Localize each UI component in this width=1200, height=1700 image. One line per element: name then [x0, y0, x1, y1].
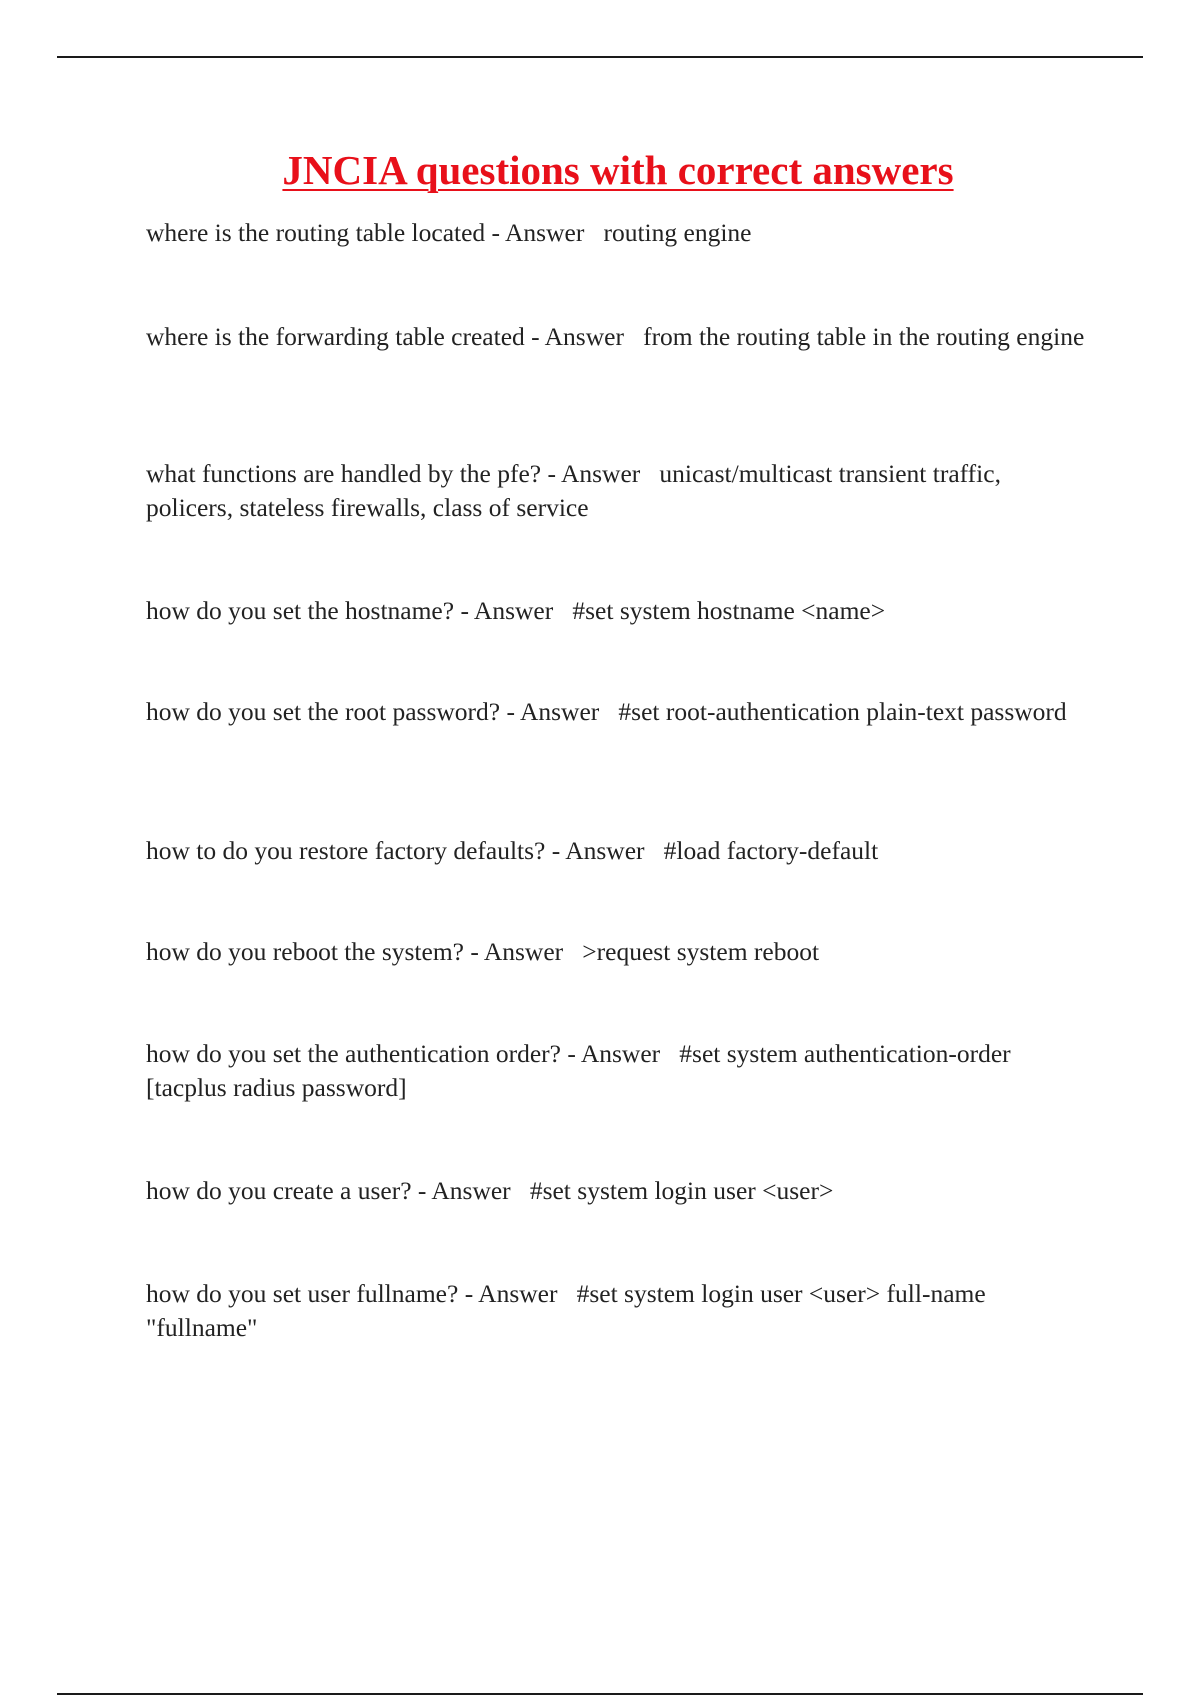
qa-item: [146, 834, 1086, 868]
answer-text: #set root-authentication plain-text password: [618, 697, 1067, 726]
qa-item: [146, 1277, 1086, 1345]
answer-text: unicast/multicast transient traffic, policers, stateless firewalls, class of service: [146, 459, 1001, 522]
gap: [660, 1039, 679, 1068]
answer-text: #set system login user <user> full-name "fullname": [146, 1279, 986, 1342]
answer-text: #load factory-default: [663, 836, 879, 865]
question-text: where is the routing table located: [146, 218, 486, 247]
answer-label: Answer: [478, 1279, 558, 1308]
question-text: how do you create a user?: [146, 1176, 412, 1205]
separator: -: [500, 697, 520, 726]
gap: [624, 322, 643, 351]
qa-item: [146, 695, 1086, 729]
answer-label: Answer: [505, 218, 585, 247]
separator: -: [458, 1279, 479, 1308]
document-title: JNCIA questions with correct answers: [282, 147, 954, 193]
gap: [557, 1279, 576, 1308]
bottom-rule: [57, 1693, 1143, 1695]
gap: [511, 1176, 530, 1205]
question-text: how do you set the authentication order?: [146, 1039, 561, 1068]
separator: -: [411, 1176, 432, 1205]
answer-label: Answer: [544, 322, 624, 351]
gap: [645, 836, 664, 865]
answer-label: Answer: [519, 697, 600, 726]
answer-text: routing engine: [603, 218, 752, 247]
answer-label: Answer: [580, 1039, 661, 1068]
qa-item: [146, 457, 1086, 525]
answer-label: Answer: [483, 937, 564, 966]
question-text: what functions are handled by the pfe?: [146, 459, 542, 488]
qa-item: [146, 216, 1086, 250]
separator: -: [560, 1039, 581, 1068]
separator: -: [545, 836, 566, 865]
separator: -: [524, 322, 545, 351]
qa-item: [146, 320, 1086, 354]
question-text: how to do you restore factory defaults?: [146, 836, 546, 865]
separator: -: [454, 596, 474, 625]
gap: [584, 218, 603, 247]
answer-text: #set system hostname <name>: [572, 596, 886, 625]
separator: -: [541, 459, 561, 488]
answer-text: from the routing table in the routing engine: [643, 322, 1085, 351]
answer-label: Answer: [565, 836, 645, 865]
separator: -: [485, 218, 506, 247]
answer-text: >request system reboot: [582, 937, 820, 966]
answer-text: #set system login user <user>: [529, 1176, 834, 1205]
question-text: how do you set user fullname?: [146, 1279, 459, 1308]
question-text: how do you reboot the system?: [146, 937, 464, 966]
gap: [640, 459, 659, 488]
question-text: how do you set the root password?: [146, 697, 501, 726]
gap: [553, 596, 572, 625]
qa-item: [146, 1174, 1086, 1208]
gap: [599, 697, 618, 726]
top-rule: [57, 56, 1143, 58]
answer-label: Answer: [431, 1176, 511, 1205]
qa-item: [146, 1037, 1086, 1105]
answer-label: Answer: [560, 459, 641, 488]
question-text: how do you set the hostname?: [146, 596, 455, 625]
answer-label: Answer: [473, 596, 554, 625]
qa-item: [146, 935, 1086, 969]
separator: -: [464, 937, 484, 966]
answer-text: #set system authentication-order [tacplus radius password]: [146, 1039, 1011, 1102]
qa-item: [146, 594, 1086, 628]
gap: [563, 937, 582, 966]
question-text: where is the forwarding table created: [146, 322, 525, 351]
